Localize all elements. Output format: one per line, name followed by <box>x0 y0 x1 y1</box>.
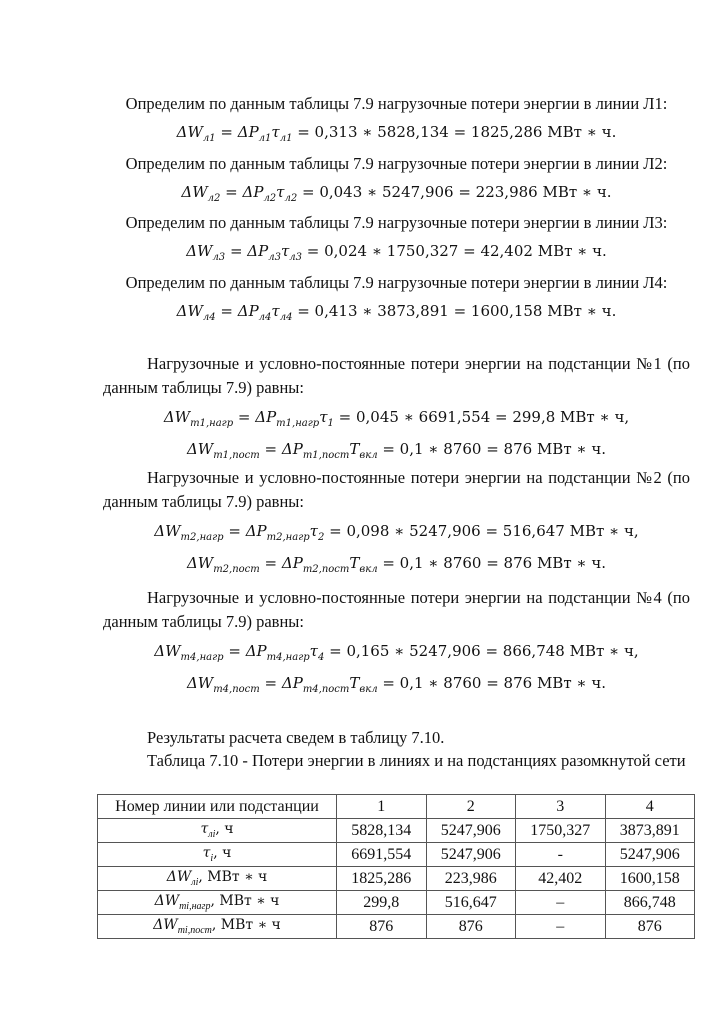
formula-cs: л1 <box>279 133 293 144</box>
formula: $\Delta W_{т2,нагр} = \Delta P_{т2,нагр}\tau_2 = 0,098$ ∗ 5247,906 = 516,647 МВт ∗ ч, <box>154 522 639 543</box>
formula-a: ΔW <box>186 440 214 458</box>
table-cell: 866,748 <box>605 891 695 915</box>
formula-as: т1,нагр <box>190 418 234 429</box>
formula-rest: = 0,1 ∗ 8760 = 876 МВт ∗ ч. <box>377 674 607 692</box>
paragraph: Определим по данным таблицы 7.9 нагрузочные потери энергии в линии Л2: <box>125 154 668 173</box>
formula-cs: 4 <box>317 652 325 663</box>
formula-b: ΔP <box>281 674 303 692</box>
row-unit: , МВт ∗ ч <box>211 917 281 934</box>
formula-a: ΔW <box>186 674 214 692</box>
table-cell: 5247,906 <box>605 843 695 867</box>
paragraph: Нагрузочные и условно-постоянные потери энергии на подстанции №2 (по данным таблицы 7.9) равны: <box>103 468 690 511</box>
formula-c: τ <box>280 242 290 260</box>
paragraph: Определим по данным таблицы 7.9 нагрузочные потери энергии в линии Л3: <box>125 213 668 232</box>
table-cell: 876 <box>426 915 516 939</box>
formula-bs: т4,пост <box>302 684 350 695</box>
formula-bs: л1 <box>258 133 272 144</box>
paragraph: Нагрузочные и условно-постоянные потери энергии на подстанции №4 (по данным таблицы 7.9) равны: <box>103 588 690 631</box>
formula: $\Delta W_{т1,пост} = \Delta P_{т1,пост}T_{вкл} = 0,1$ ∗ 8760 = 876 МВт ∗ ч. <box>186 440 607 461</box>
formula-b: ΔP <box>281 554 303 572</box>
formula: $\Delta W_{т4,нагр} = \Delta P_{т4,нагр}\tau_4 = 0,165$ ∗ 5247,906 = 866,748 МВт ∗ ч, <box>154 642 639 663</box>
row-subscript: тi,нагр <box>179 901 211 913</box>
formula-c: τ <box>309 522 318 540</box>
formula-cs: 2 <box>317 532 325 543</box>
table-cell: 42,402 <box>516 867 606 891</box>
formula-c: τ <box>309 642 318 660</box>
table-cell: 5828,134 <box>337 819 427 843</box>
formula-as: т4,нагр <box>180 652 224 663</box>
row-label <box>98 819 337 843</box>
formula-c: T <box>349 440 360 458</box>
table-cell: 299,8 <box>337 891 427 915</box>
formula-cs: л4 <box>279 312 293 323</box>
formula-a: ΔW <box>163 408 191 426</box>
table-row <box>98 891 695 915</box>
formula-c: τ <box>271 123 280 141</box>
table-cell: 223,986 <box>426 867 516 891</box>
formula: $\Delta W_{л4} = \Delta P_{л4}\tau_{л4} = 0,413$ ∗ 3873,891 = 1600,158 МВт ∗ ч. <box>176 302 617 323</box>
table-cell: 5247,906 <box>426 843 516 867</box>
row-subscript: лi <box>191 877 199 889</box>
formula-rest: = 0,043 ∗ 5247,906 = 223,986 МВт ∗ ч. <box>297 183 612 201</box>
formula-bs: л4 <box>258 312 272 323</box>
formula-rest: = 0,045 ∗ 6691,554 = 299,8 МВт ∗ ч, <box>333 408 630 426</box>
formula: $\Delta W_{л1} = \Delta P_{л1}\tau_{л1} = 0,313$ ∗ 5828,134 = 1825,286 МВт ∗ ч. <box>176 123 617 144</box>
formula-c: τ <box>276 183 285 201</box>
formula-b: ΔP <box>237 123 259 141</box>
row-label <box>98 891 337 915</box>
formula-a: ΔW <box>186 242 213 260</box>
formula-b: ΔP <box>245 522 267 540</box>
table-row <box>98 867 695 891</box>
row-unit: , МВт ∗ ч <box>198 869 268 886</box>
table-cell: 1750,327 <box>516 819 606 843</box>
row-symbol: ΔW <box>154 893 180 910</box>
formula-cs: л2 <box>284 193 298 204</box>
table-row <box>98 843 695 867</box>
table-row <box>98 915 695 939</box>
row-label <box>98 915 337 939</box>
formula-c: τ <box>319 408 328 426</box>
formula-b: ΔP <box>247 242 269 260</box>
formula-a: ΔW <box>176 302 203 320</box>
formula-as: л1 <box>202 133 216 144</box>
header-cell: Номер линии или подстанции <box>98 795 337 819</box>
table-caption: Таблица 7.10 - Потери энергии в линиях и на подстанциях разомкнутой сети <box>147 751 686 770</box>
formula-b: ΔP <box>255 408 277 426</box>
row-subscript: лi <box>208 829 216 841</box>
formula-as: л4 <box>202 312 216 323</box>
table-cell: 1600,158 <box>605 867 695 891</box>
table-cell: - <box>516 843 606 867</box>
table-header-row <box>98 795 695 819</box>
paragraph: Нагрузочные и условно-постоянные потери энергии на подстанции №1 (по данным таблицы 7.9) равны: <box>103 354 690 397</box>
formula-a: ΔW <box>181 183 208 201</box>
formula-a: ΔW <box>154 522 181 540</box>
formula-a: ΔW <box>176 123 203 141</box>
row-unit: , МВт ∗ ч <box>210 893 280 910</box>
formula-as: т2,нагр <box>180 532 224 543</box>
formula-b: ΔP <box>237 302 259 320</box>
formula-bs: т4,нагр <box>266 652 310 663</box>
row-unit: , ч <box>215 821 234 838</box>
formula-cs: 1 <box>327 418 334 429</box>
paragraph: Результаты расчета сведем в таблицу 7.10. <box>147 728 445 747</box>
paragraph: Определим по данным таблицы 7.9 нагрузочные потери энергии в линии Л4: <box>125 273 668 292</box>
header-cell: 2 <box>426 795 516 819</box>
formula-as: т4,пост <box>213 684 260 695</box>
table-cell: 516,647 <box>426 891 516 915</box>
formula-bs: т2,пост <box>302 564 350 575</box>
table-cell: 5247,906 <box>426 819 516 843</box>
header-cell: 1 <box>337 795 427 819</box>
formula-cs: вкл <box>359 450 378 461</box>
formula-rest: = 0,024 ∗ 1750,327 = 42,402 МВт ∗ ч. <box>302 242 607 260</box>
formula-rest: = 0,165 ∗ 5247,906 = 866,748 МВт ∗ ч, <box>324 642 639 660</box>
table-cell: 3873,891 <box>605 819 695 843</box>
formula-c: T <box>349 554 360 572</box>
table-cell: – <box>516 891 606 915</box>
paragraph: Определим по данным таблицы 7.9 нагрузочные потери энергии в линии Л1: <box>125 94 668 113</box>
formula-cs: вкл <box>359 564 378 575</box>
formula-as: л2 <box>207 193 221 204</box>
table-cell: 876 <box>605 915 695 939</box>
row-unit: , ч <box>213 845 232 862</box>
formula-b: ΔP <box>281 440 303 458</box>
results-table <box>97 794 695 939</box>
row-symbol: τ <box>202 845 211 862</box>
formula-as: т1,пост <box>213 450 260 461</box>
formula-rest: = 0,1 ∗ 8760 = 876 МВт ∗ ч. <box>377 554 607 572</box>
table-cell: 6691,554 <box>337 843 427 867</box>
row-label <box>98 867 337 891</box>
table-row <box>98 819 695 843</box>
formula-c: T <box>349 674 360 692</box>
formula-rest: = 0,313 ∗ 5828,134 = 1825,286 МВт ∗ ч. <box>292 123 617 141</box>
row-symbol: ΔW <box>153 917 178 934</box>
header-cell: 4 <box>605 795 695 819</box>
row-subscript: тi,пост <box>177 925 212 937</box>
formula: $\Delta W_{т1,нагр} = \Delta P_{т1,нагр}\tau_1 = 0,045$ ∗ 6691,554 = 299,8 МВт ∗ ч, <box>163 408 630 429</box>
formula: $\Delta W_{т4,пост} = \Delta P_{т4,пост}T_{вкл} = 0,1$ ∗ 8760 = 876 МВт ∗ ч. <box>186 674 607 695</box>
formula-as: т2,пост <box>213 564 260 575</box>
row-symbol: τ <box>200 821 209 838</box>
formula-bs: т1,нагр <box>276 418 320 429</box>
formula-as: л3 <box>212 252 226 263</box>
formula-c: τ <box>271 302 280 320</box>
formula: $\Delta W_{т2,пост} = \Delta P_{т2,пост}T_{вкл} = 0,1$ ∗ 8760 = 876 МВт ∗ ч. <box>186 554 607 575</box>
formula-cs: л3 <box>289 252 302 263</box>
formula-rest: = 0,098 ∗ 5247,906 = 516,647 МВт ∗ ч, <box>324 522 639 540</box>
table-cell: 876 <box>337 915 427 939</box>
table-cell: 1825,286 <box>337 867 427 891</box>
formula-bs: л3 <box>268 252 281 263</box>
formula-bs: т2,нагр <box>266 532 310 543</box>
table-cell: – <box>516 915 606 939</box>
formula: $\Delta W_{л3} = \Delta P_{л3}\tau_{л3} = 0,024$ ∗ 1750,327 = 42,402 МВт ∗ ч. <box>186 242 607 263</box>
formula-rest: = 0,413 ∗ 3873,891 = 1600,158 МВт ∗ ч. <box>292 302 617 320</box>
formula-rest: = 0,1 ∗ 8760 = 876 МВт ∗ ч. <box>377 440 607 458</box>
row-label <box>98 843 337 867</box>
formula-a: ΔW <box>186 554 214 572</box>
formula-bs: л2 <box>263 193 277 204</box>
row-symbol: ΔW <box>166 869 192 886</box>
header-cell: 3 <box>516 795 606 819</box>
formula: $\Delta W_{л2} = \Delta P_{л2}\tau_{л2} = 0,043$ ∗ 5247,906 = 223,986 МВт ∗ ч. <box>181 183 612 204</box>
formula-b: ΔP <box>245 642 267 660</box>
formula-cs: вкл <box>359 684 378 695</box>
formula-bs: т1,пост <box>302 450 350 461</box>
formula-b: ΔP <box>242 183 264 201</box>
formula-a: ΔW <box>154 642 181 660</box>
row-subscript: i <box>210 853 214 865</box>
